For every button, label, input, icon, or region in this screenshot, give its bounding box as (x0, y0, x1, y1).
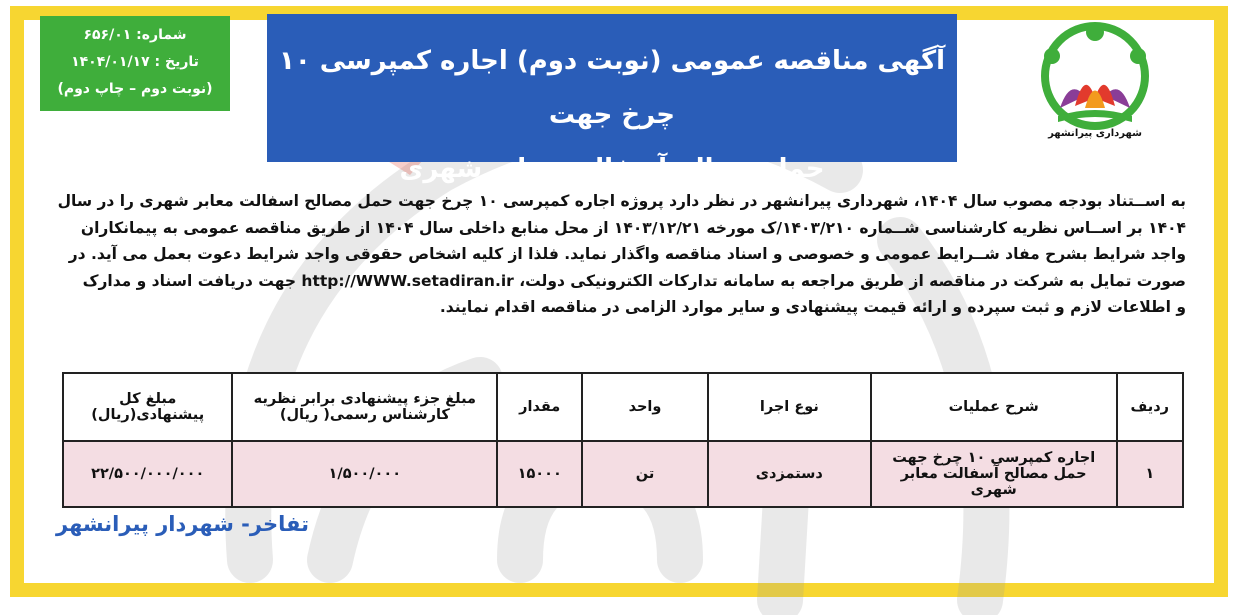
cell-total-price: ۲۲/۵۰۰/۰۰۰/۰۰۰ (63, 441, 232, 507)
header-description: شرح عملیات (871, 373, 1117, 441)
body-line: ۱۴۰۴ بر اســاس نظریه کارشناسی شــماره ۱۴۰۳/۲۱۰/ک مورخه ۱۴۰۳/۱۲/۲۱ از محل منابع داخلی سال ۱۴۰۴ از طریق مناقصه عمومی به پیمانکاران (80, 218, 1186, 237)
cell-row-number: ۱ (1117, 441, 1183, 507)
header-quantity: مقدار (497, 373, 582, 441)
reference-date: تاریخ : ۱۴۰۴/۰۱/۱۷ (71, 54, 199, 70)
body-line: صورت تمایل به شرکت در مناقصه از طریق مراجعه به سامانه تدارکات الکترونیکی دولت، http://WWW.setadiran.ir جهت دریافت اسناد و مدارک (82, 271, 1186, 290)
body-line: واجد شرایط بشرح مفاد شــرایط عمومی و خصوصی و اسناد مناقصه واگذار نماید. فلذا از کلیه اشخاص حقوقی واجد شرایط دعوت بعمل می آید. در (68, 245, 1186, 263)
table-header-row (63, 373, 1183, 441)
header-type: نوع اجرا (708, 373, 871, 441)
logo-caption: شهرداری پیرانشهر (1048, 128, 1142, 139)
cell-unit-price: ۱/۵۰۰/۰۰۰ (232, 441, 497, 507)
title-box (267, 14, 957, 184)
reference-box (40, 16, 230, 111)
body-line: و اطلاعات لازم و ثبت سپرده و ارائه قیمت پیشنهادی و سایر موارد الزامی در مناقصه اقدام نمایند. (439, 298, 1186, 316)
page-title-line2: حمل مصالح آسفالت معابر شهری (399, 154, 825, 184)
header-unit: واحد (582, 373, 707, 441)
header-row-number: ردیف (1117, 373, 1183, 441)
cell-unit: تن (582, 441, 707, 507)
signature: تفاخر- شهردار پیرانشهر (56, 512, 309, 536)
page-title-line1: آگهی مناقصه عمومی (نوبت دوم) اجاره کمپرسی ۱۰ چرخ جهت (278, 46, 945, 130)
cell-type: دستمزدی (708, 441, 871, 507)
header-unit-price: مبلغ جزء پیشنهادی برابر نظریه کارشناس رسمی( ریال) (232, 373, 497, 441)
reference-round: (نوبت دوم – چاپ دوم) (57, 81, 213, 97)
tender-table (62, 372, 1184, 508)
announcement-body (46, 188, 1186, 321)
cell-description: اجاره کمپرسی ۱۰ چرخ جهت حمل مصالح آسفالت معابر شهری (871, 441, 1117, 507)
body-line: به اســتناد بودجه مصوب سال ۱۴۰۴، شهرداری پیرانشهر در نظر دارد پروژه اجاره کمپرسی ۱۰ چرخ جهت حمل مصالح اسفالت معابر شهری را در سال (57, 192, 1186, 210)
header-total-price: مبلغ کل پیشنهادی(ریال) (63, 373, 232, 441)
reference-number: شماره: ۶۵۶/۰۱ (83, 27, 187, 43)
table-row (63, 441, 1183, 507)
cell-quantity: ۱۵۰۰۰ (497, 441, 582, 507)
